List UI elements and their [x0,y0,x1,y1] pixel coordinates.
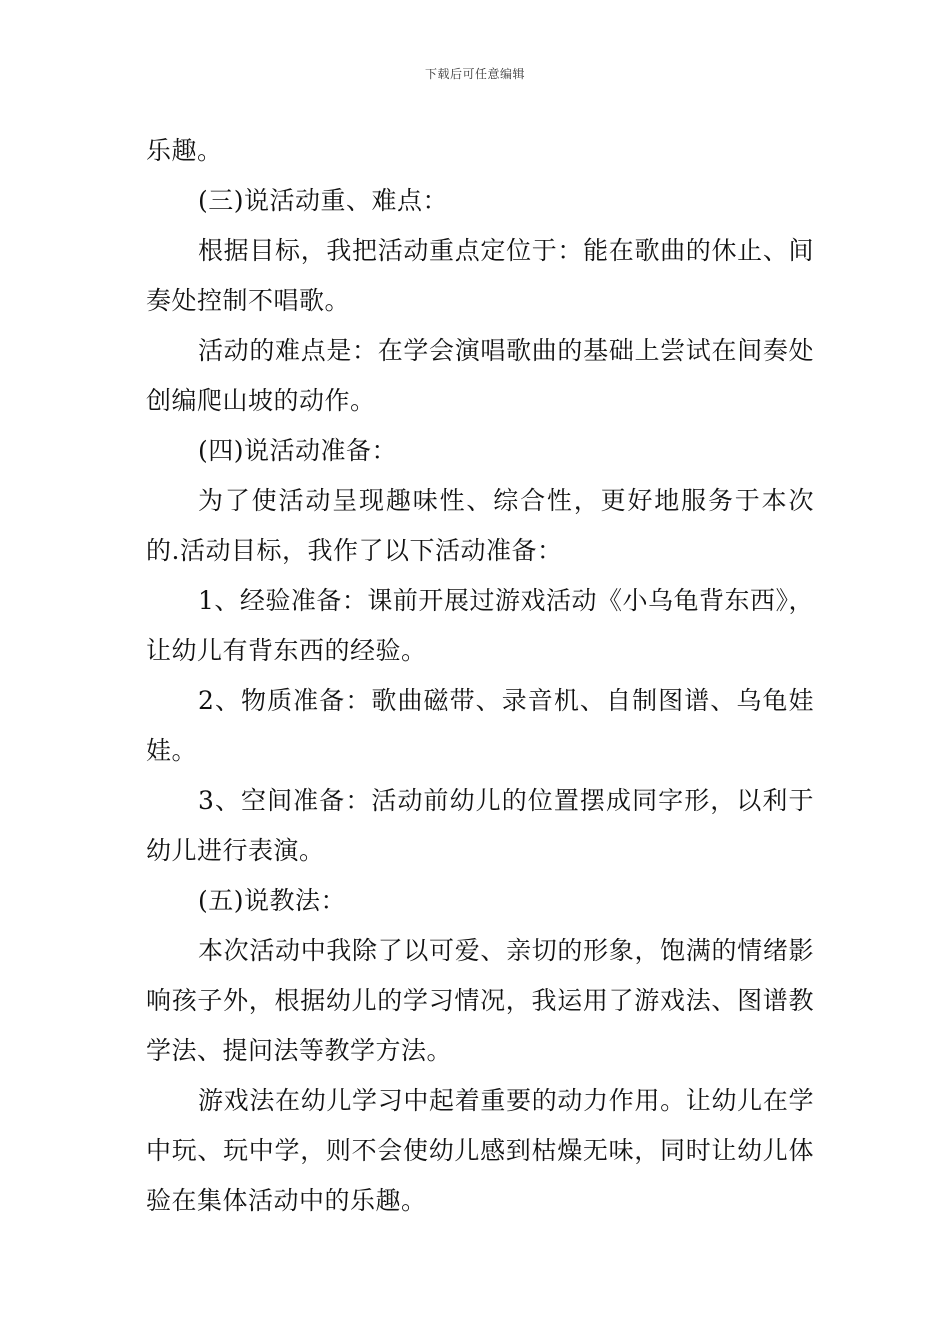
list-item-material-preparation: 2、物质准备：歌曲磁带、录音机、自制图谱、乌龟娃娃。 [146,686,814,765]
paragraph-game-method: 游戏法在幼儿学习中起着重要的动力作用。让幼儿在学中玩、玩中学，则不会使幼儿感到枯燥无味，同时让幼儿体验在集体活动中的乐趣。 [146,1086,814,1215]
list-item-experience-preparation: 1、经验准备：课前开展过游戏活动《小乌龟背东西》，让幼儿有背东西的经验。 [146,586,814,665]
section-heading-teaching-methods: (五)说教法： [198,886,347,915]
section-heading-key-points: (三)说活动重、难点： [198,186,449,215]
paragraph-key-point: 根据目标，我把活动重点定位于：能在歌曲的休止、间奏处控制不唱歌。 [146,236,814,315]
list-item-space-preparation: 3、空间准备：活动前幼儿的位置摆成同字形，以利于幼儿进行表演。 [146,786,814,865]
document-body [146,126,814,1226]
paragraph-continuation: 乐趣。 [146,136,223,165]
paragraph-difficulty: 活动的难点是：在学会演唱歌曲的基础上尝试在间奏处创编爬山坡的动作。 [146,336,814,415]
page-header: 下载后可任意编辑 [424,67,525,81]
paragraph-preparation-intro: 为了使活动呈现趣味性、综合性，更好地服务于本次的.活动目标，我作了以下活动准备： [146,486,814,565]
section-heading-preparation: (四)说活动准备： [198,436,398,465]
paragraph-teaching-methods: 本次活动中我除了以可爱、亲切的形象，饱满的情绪影响孩子外，根据幼儿的学习情况，我运用了游戏法、图谱教学法、提问法等教学方法。 [146,936,814,1065]
